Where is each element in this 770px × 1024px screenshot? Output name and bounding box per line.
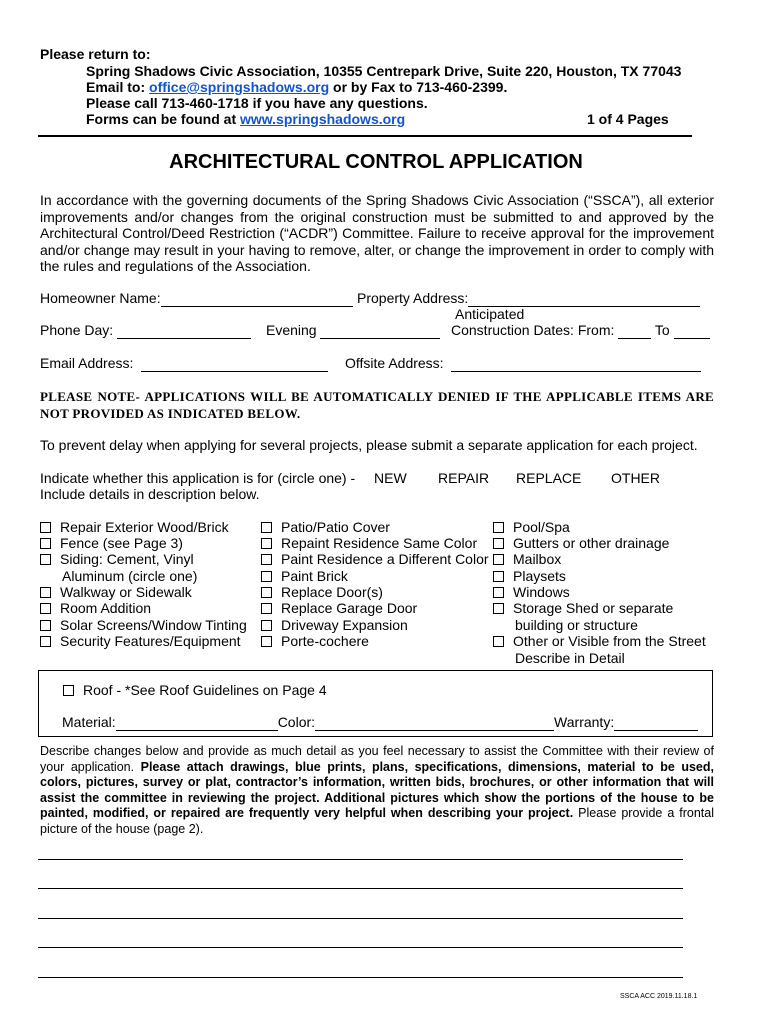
- include-details-note: Include details in description below.: [40, 486, 260, 502]
- check-repaint-same[interactable]: [261, 535, 477, 551]
- checkbox-label: Playsets: [513, 568, 566, 584]
- checkbox-label: Windows: [513, 584, 570, 600]
- checkbox-label: Room Addition: [60, 600, 152, 616]
- evening-line[interactable]: [320, 322, 440, 339]
- forms-prefix: Forms can be found at: [86, 111, 237, 127]
- description-line[interactable]: [38, 859, 683, 860]
- checkbox-label: Security Features/Equipment: [60, 633, 241, 649]
- checkbox-label: Driveway Expansion: [281, 617, 408, 633]
- check-roof[interactable]: [63, 682, 327, 698]
- check-replace-doors[interactable]: [261, 584, 383, 600]
- checkbox-label: Pool/Spa: [513, 519, 570, 535]
- option-other[interactable]: OTHER: [611, 470, 660, 486]
- checkbox-label: Other or Visible from the Street: [513, 633, 706, 649]
- checkbox[interactable]: [261, 603, 272, 614]
- checkbox[interactable]: [493, 538, 504, 549]
- color-label: Color:: [277, 714, 316, 730]
- description-line[interactable]: [38, 888, 683, 889]
- checkbox-label: Repaint Residence Same Color: [281, 535, 478, 551]
- offsite-address-line[interactable]: [451, 355, 701, 372]
- checkbox-label: Replace Garage Door: [281, 600, 418, 616]
- warranty-line[interactable]: [614, 714, 698, 731]
- check-pool[interactable]: [493, 519, 570, 535]
- check-repair-exterior[interactable]: [40, 519, 229, 535]
- header-divider: [38, 135, 692, 137]
- checkbox[interactable]: [493, 603, 504, 614]
- checkbox[interactable]: [493, 636, 504, 647]
- check-mailbox[interactable]: [493, 551, 561, 567]
- homeowner-name-field: [40, 290, 353, 307]
- describe-tail: Please provide a frontal picture of the house (page 2).: [40, 806, 714, 836]
- page-count: 1 of 4 Pages: [587, 111, 669, 127]
- circle-prompt: Indicate whether this application is for (circle one) -: [40, 470, 356, 486]
- color-line[interactable]: [315, 714, 554, 731]
- roof-box: [38, 670, 713, 737]
- checkbox-label: Paint Brick: [281, 568, 348, 584]
- describe-bold: Please attach drawings, blue prints, plans, specifications, dimensions, material to be used, colors, pictures, survey or plat, contractor’s information, written bids, brochures, or other information that will assist the committee in reviewing the project. Additional pictures which show the portions of the house to be painted, modified, or repaired are frequently very helpful when describing your project.: [40, 759, 714, 820]
- checkbox-label: Siding: Cement, Vinyl: [60, 551, 194, 567]
- checkbox-label: Solar Screens/Window Tinting: [60, 617, 247, 633]
- description-line[interactable]: [38, 977, 683, 978]
- checkbox-label: Patio/Patio Cover: [281, 519, 390, 535]
- return-label: Please return to:: [40, 46, 151, 62]
- to-date-line[interactable]: [674, 322, 710, 339]
- checkbox[interactable]: [493, 522, 504, 533]
- check-gutters[interactable]: [493, 535, 669, 551]
- checkbox[interactable]: [261, 554, 272, 565]
- property-address-line[interactable]: [468, 290, 700, 307]
- checkbox[interactable]: [261, 636, 272, 647]
- check-room-addition[interactable]: [40, 600, 151, 616]
- checkbox-label: Mailbox: [513, 551, 562, 567]
- check-porte-cochere[interactable]: [261, 633, 369, 649]
- denial-notice: PLEASE NOTE- APPLICATIONS WILL BE AUTOMATICALLY DENIED IF THE APPLICABLE ITEMS ARE NOT PROVIDED AS INDICATED BELOW.: [40, 389, 714, 421]
- evening-field: [266, 322, 440, 339]
- material-line[interactable]: [116, 714, 278, 731]
- checkbox[interactable]: [40, 587, 51, 598]
- checkbox-label: Fence (see Page 3): [60, 535, 183, 551]
- offsite-address-label: Offsite Address:: [345, 355, 444, 371]
- option-replace[interactable]: REPLACE: [516, 470, 582, 486]
- phone-day-field: [40, 322, 251, 339]
- siding-continuation: Aluminum (circle one): [62, 568, 198, 584]
- offsite-address-field: [345, 355, 701, 372]
- storage-continuation: building or structure: [515, 617, 638, 633]
- forms-line: [86, 111, 405, 127]
- email-prefix: Email to:: [86, 79, 146, 95]
- to-label: To: [654, 322, 670, 338]
- checkbox-label: Replace Door(s): [281, 584, 383, 600]
- checkbox[interactable]: [493, 571, 504, 582]
- email-link[interactable]: office@springshadows.org: [149, 79, 330, 95]
- page-title: ARCHITECTURAL CONTROL APPLICATION: [169, 151, 583, 173]
- checkbox[interactable]: [261, 571, 272, 582]
- intro-paragraph: In accordance with the governing documents of the Spring Shadows Civic Association (“SSCA”), all exterior improvements and/or changes from the original construction must be submitted to and approved by the Architectural Control/Deed Restriction (“ACDR”) Committee. Failure to receive approval for the improvement and/or change may result in your having to remove, alter, or change the improvement in order to comply with the rules and regulations of the Association.: [40, 192, 714, 274]
- checkbox[interactable]: [493, 554, 504, 565]
- checkbox-label: Gutters or other drainage: [513, 535, 670, 551]
- check-other-visible[interactable]: [493, 633, 706, 649]
- check-windows[interactable]: [493, 584, 570, 600]
- check-storage-shed[interactable]: [493, 600, 673, 616]
- checkbox-label: Walkway or Sidewalk: [60, 584, 192, 600]
- checkbox[interactable]: [40, 554, 51, 565]
- describe-instructions: [40, 744, 714, 837]
- website-link[interactable]: www.springshadows.org: [240, 111, 406, 127]
- anticipated-label: Anticipated: [455, 306, 525, 322]
- check-driveway[interactable]: [261, 617, 408, 633]
- material-label: Material:: [62, 714, 116, 730]
- checkbox[interactable]: [40, 603, 51, 614]
- association-address: Spring Shadows Civic Association, 10355 Centrepark Drive, Suite 220, Houston, TX 77043: [86, 63, 682, 79]
- evening-label: Evening: [266, 322, 317, 338]
- property-address-field: [357, 290, 700, 307]
- check-playsets[interactable]: [493, 568, 566, 584]
- checkbox[interactable]: [40, 620, 51, 631]
- check-siding[interactable]: [40, 551, 194, 567]
- checkbox-label: Paint Residence a Different Color: [281, 551, 489, 567]
- other-continuation: Describe in Detail: [515, 650, 625, 666]
- check-garage-door[interactable]: [261, 600, 417, 616]
- homeowner-name-line[interactable]: [161, 290, 353, 307]
- roof-label: Roof - *See Roof Guidelines on Page 4: [83, 682, 327, 698]
- option-repair[interactable]: REPAIR: [438, 470, 490, 486]
- checkbox[interactable]: [40, 538, 51, 549]
- from-date-line[interactable]: [618, 322, 651, 339]
- checkbox[interactable]: [40, 636, 51, 647]
- form-version-code: SSCA ACC 2019.11.18.1: [620, 993, 698, 1000]
- roof-fields: [62, 714, 698, 731]
- checkbox[interactable]: [261, 522, 272, 533]
- check-patio[interactable]: [261, 519, 390, 535]
- construction-dates-field: [451, 322, 710, 339]
- checkbox-label: Storage Shed or separate: [513, 600, 674, 616]
- phone-day-line[interactable]: [117, 322, 251, 339]
- property-address-label: Property Address:: [357, 290, 469, 306]
- call-line: Please call 713-460-1718 if you have any questions.: [86, 95, 428, 111]
- email-address-line[interactable]: [141, 355, 328, 372]
- check-walkway[interactable]: [40, 584, 192, 600]
- checkbox[interactable]: [261, 587, 272, 598]
- construction-dates-label: Construction Dates: From:: [451, 322, 615, 338]
- homeowner-name-label: Homeowner Name:: [40, 290, 161, 306]
- warranty-label: Warranty:: [554, 714, 615, 730]
- checkbox[interactable]: [40, 522, 51, 533]
- email-suffix: or by Fax to 713-460-2399.: [333, 79, 508, 95]
- checkbox[interactable]: [63, 685, 74, 696]
- describe-lead: Describe changes below and provide as much detail as you feel necessary to assist the Committee with their review of your application.: [40, 744, 714, 774]
- separate-application-note: To prevent delay when applying for several projects, please submit a separate application for each project.: [40, 437, 698, 453]
- check-solar-screens[interactable]: [40, 617, 247, 633]
- checkbox[interactable]: [493, 587, 504, 598]
- option-new[interactable]: NEW: [374, 470, 407, 486]
- description-line[interactable]: [38, 947, 683, 948]
- phone-day-label: Phone Day:: [40, 322, 114, 338]
- checkbox-label: Repair Exterior Wood/Brick: [60, 519, 229, 535]
- check-paint-different[interactable]: [261, 551, 489, 567]
- description-line[interactable]: [38, 918, 683, 919]
- email-address-label: Email Address:: [40, 355, 134, 371]
- email-address-field: [40, 355, 328, 372]
- check-fence[interactable]: [40, 535, 183, 551]
- checkbox[interactable]: [261, 620, 272, 631]
- checkbox-label: Porte-cochere: [281, 633, 369, 649]
- email-line: [86, 79, 507, 95]
- checkbox[interactable]: [261, 538, 272, 549]
- check-security[interactable]: [40, 633, 241, 649]
- check-paint-brick[interactable]: [261, 568, 348, 584]
